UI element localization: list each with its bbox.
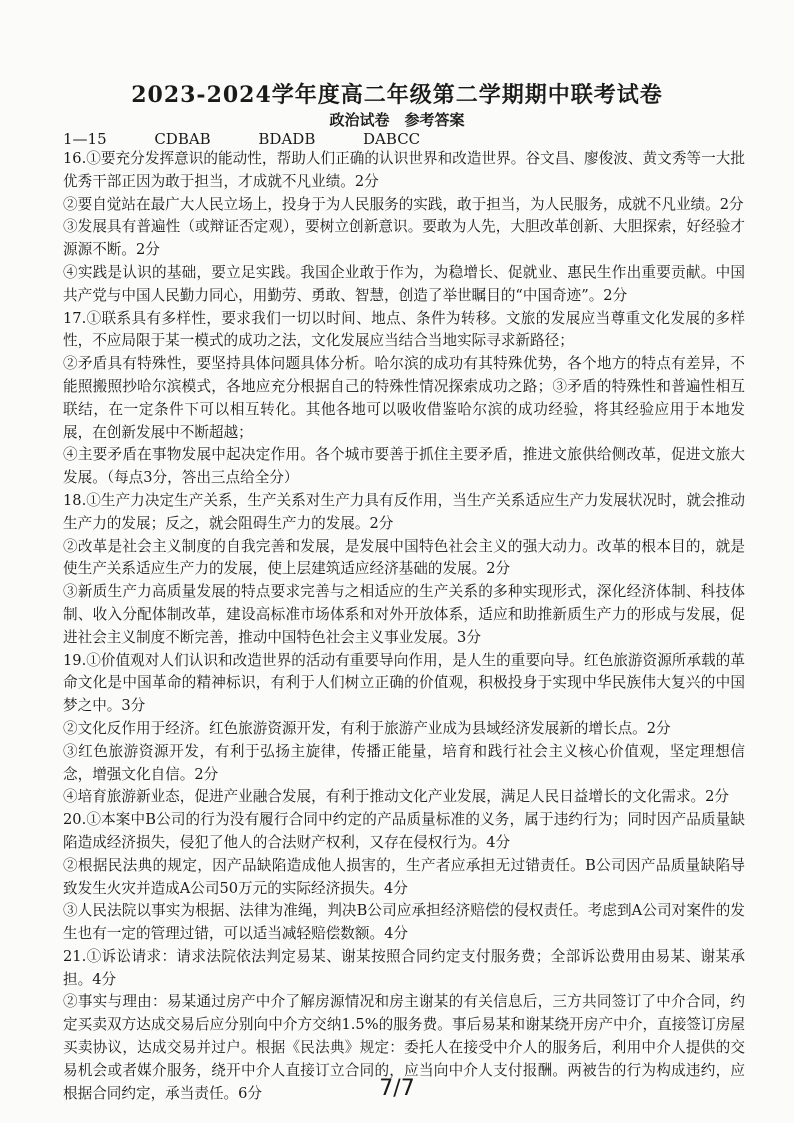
answer-paragraph: 17.①联系具有多样性，要求我们一切以时间、地点、条件为转移。文旅的发展应当尊重文化发展的多样性，不应局限于某一模式的成功之法，文化发展应当结合当地实际寻求新路径； bbox=[63, 309, 745, 350]
exam-title: 2023-2024学年度高二年级第二学期期中联考试卷 bbox=[131, 82, 663, 108]
answer-key-subtitle: 政治试卷 参考答案 bbox=[329, 111, 465, 129]
answer-paragraph: ②根据民法典的规定，因产品缺陷造成他人损害的，生产者应承担无过错责任。B公司因产品质量缺陷导致发生火灾并造成A公司50万元的实际经济损失。4分 bbox=[63, 856, 745, 897]
answer-paragraph: ④实践是认识的基础，要立足实践。我国企业敢于作为，为稳增长、促就业、惠民生作出重要贡献。中国共产党与中国人民勤力同心，用勤劳、勇敢、智慧，创造了举世瞩目的“中国奇迹”。2分 bbox=[63, 263, 745, 304]
answer-paragraph: 21.①诉讼请求：请求法院依法判定易某、谢某按照合同约定支付服务费；全部诉讼费用由易某、谢某承担。4分 bbox=[63, 947, 745, 988]
answer-group-3: DABCC bbox=[363, 130, 421, 148]
answer-paragraph: ④主要矛盾在事物发展中起决定作用。各个城市要善于抓住主要矛盾，推进文旅供给侧改革，促进文旅大发展。（每点3分，答出三点给全分） bbox=[63, 446, 745, 487]
answer-paragraph: ②文化反作用于经济。红色旅游资源开发，有利于旅游产业成为县域经济发展新的增长点。2分 bbox=[63, 719, 671, 737]
answer-paragraph: ②改革是社会主义制度的自我完善和发展，是发展中国特色社会主义的强大动力。改革的根本目的，就是使生产关系适应生产力的发展，使上层建筑适应经济基础的发展。2分 bbox=[63, 537, 745, 578]
answer-group-2: BDADB bbox=[258, 130, 316, 148]
answer-paragraph: ②要自觉站在最广大人民立场上，投身于为人民服务的实践，敢于担当，为人民服务，成就不凡业绩。2分 bbox=[63, 195, 744, 213]
answer-paragraph: ③新质生产力高质量发展的特点要求完善与之相适应的生产关系的多种实现形式，深化经济体制、科技体制、收入分配体制改革，建设高标准市场体系和对外开放体系，适应和助推新质生产力的形成与发展，促进社会主义制度不断完善，推动中国特色社会主义事业发展。3分 bbox=[63, 583, 745, 646]
answer-paragraph: 18.①生产力决定生产关系，生产关系对生产力具有反作用，当生产关系适应生产力发展状况时，就会推动生产力的发展；反之，就会阻碍生产力的发展。2分 bbox=[63, 491, 745, 532]
answer-paragraph: ③人民法院以事实为根据、法律为准绳，判决B公司应承担经济赔偿的侵权责任。考虑到A公司对案件的发生也有一定的管理过错，可以适当减轻赔偿数额。4分 bbox=[63, 902, 745, 943]
answer-paragraph: ②矛盾具有特殊性，要坚持具体问题具体分析。哈尔滨的成功有其特殊优势，各个地方的特点有差异，不能照搬照抄哈尔滨模式，各地应充分根据自己的特殊性情况探索成功之路；③矛盾的特殊性和普遍性相互联结，在一定条件下可以相互转化。其他各地可以吸收借鉴哈尔滨的成功经验，将其经验应用于本地发展，在创新发展中不断超越； bbox=[63, 355, 745, 441]
answer-paragraph: ②事实与理由：易某通过房产中介了解房源情况和房主谢某的有关信息后，三方共同签订了中介合同，约定买卖双方达成交易后应分别向中介方交纳1.5%的服务费。事后易某和谢某绕开房产中介，直接签订房屋买卖协议，达成交易并过户。根据《民法典》规定：委托人在接受中介人的服务后，利用中介人提供的交易机会或者媒介服务，绕开中介人直接订立合同的，应当向中介人支付报酬。两被告的行为构成违约，应根据合同约定，承当责任。6分 bbox=[63, 993, 745, 1102]
answer-body bbox=[63, 148, 745, 1105]
answer-paragraph: ③红色旅游资源开发，有利于弘扬主旋律，传播正能量，培育和践行社会主义核心价值观，坚定理想信念，增强文化自信。2分 bbox=[63, 742, 745, 783]
answer-paragraph: ④培育旅游新业态，促进产业融合发展，有利于推动文化产业发展，满足人民日益增长的文化需求。2分 bbox=[63, 788, 730, 806]
page-number: 7/7 bbox=[379, 1076, 415, 1101]
answer-paragraph: 19.①价值观对人们认识和改造世界的活动有重要导向作用，是人生的重要向导。红色旅游资源所承载的革命文化是中国革命的精神标识，有利于人们树立正确的价值观，积极投身于实现中华民族伟大复兴的中国梦之中。3分 bbox=[63, 651, 745, 715]
answer-range: 1—15 bbox=[63, 130, 107, 148]
answer-paragraph: 20.①本案中B公司的行为没有履行合同中约定的产品质量标准的义务，属于违约行为；同时因产品质量缺陷造成经济损失，侵犯了他人的合法财产权利，又存在侵权行为。4分 bbox=[63, 811, 745, 851]
answer-group-1: CDBAB bbox=[154, 130, 211, 148]
answer-paragraph: 16.①要充分发挥意识的能动性，帮助人们正确的认识世界和改造世界。谷文昌、廖俊波、黄文秀等一大批优秀干部正因为敢于担当，才成就不凡业绩。2分 bbox=[63, 150, 745, 190]
answer-paragraph: ③发展具有普遍性（或辩证否定观），要树立创新意识。要敢为人先，大胆改革创新、大胆探索，好经验才源源不断。2分 bbox=[63, 218, 745, 259]
multiple-choice-answers bbox=[63, 130, 420, 148]
